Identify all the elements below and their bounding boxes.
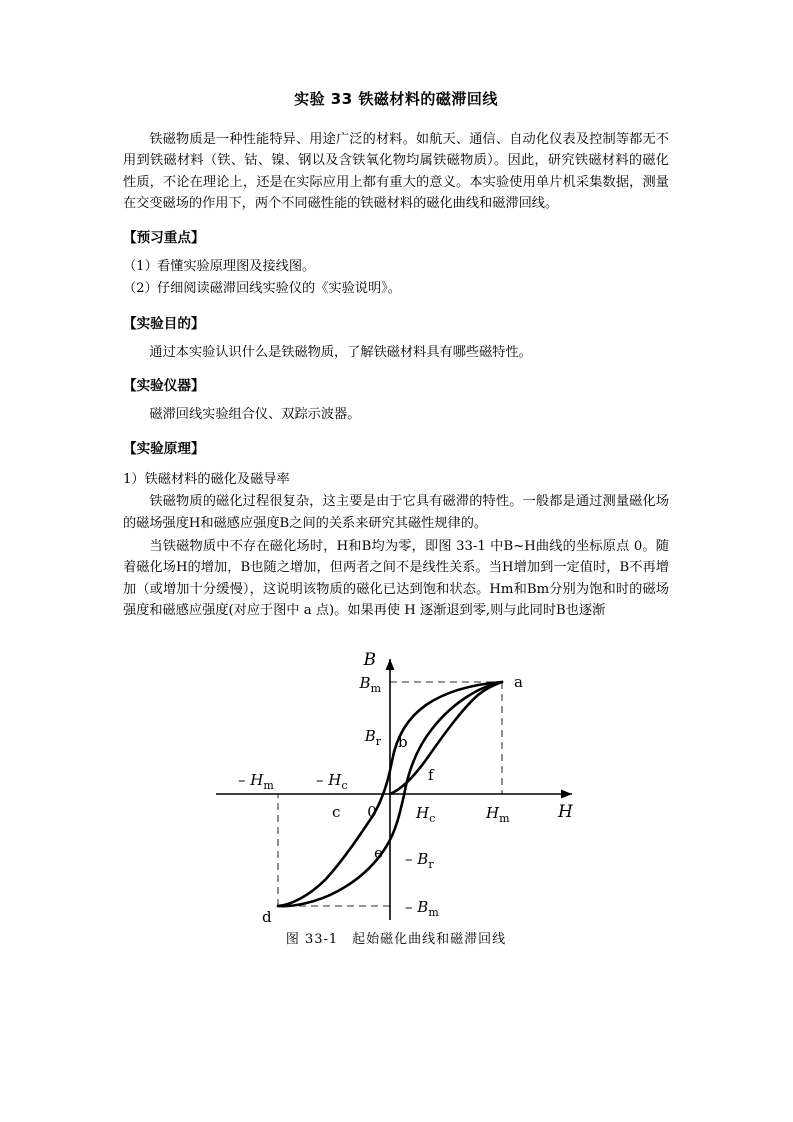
point-label-d: d [262, 908, 272, 923]
point-label-a: a [514, 673, 523, 692]
list-item [123, 278, 669, 301]
svg-text:– Br: – $B_r$ [405, 850, 434, 872]
section-heading-purpose: 【实验目的】 [123, 315, 205, 332]
y-axis-line [386, 659, 395, 920]
section-heading-apparatus: 【实验仪器】 [123, 378, 205, 395]
figure-hysteresis-loop [123, 637, 669, 947]
svg-text:– Hc: – $H_c$ [316, 771, 348, 793]
list-item-number: （2） [123, 281, 158, 297]
principle-paragraph-2: 当铁磁物质中不存在磁化场时，H和B均为零，即图 33-1 中B~H曲线的坐标原点 0。随着磁化场H的增加，B也随之增加，但两者之间不是线性关系。当H增加到一定值时，B不再增加（或增加十分缓慢），这说明该物质的磁化已达到饱和状态。Hm和Bm分别为饱和时的磁场强度和磁感应强度(对应于图中 a 点)。如果再使 H 逐渐退到零,则与此同时B也逐渐 [123, 538, 669, 619]
section-heading-preview: 【预习重点】 [123, 229, 205, 246]
curve-point-labels [262, 673, 523, 922]
hysteresis-loop-chart [176, 637, 616, 922]
list-item-label: 仔细阅读磁滞回线实验仪的《实验说明》。 [157, 281, 401, 297]
point-label-c: c [332, 803, 341, 822]
point-label-b: b [398, 733, 408, 752]
svg-text:Hm: $H_m$ [486, 804, 510, 826]
preview-list [123, 256, 669, 301]
y-tick-labels [359, 674, 440, 919]
origin-label: 0 [367, 803, 377, 822]
svg-text:– Bm: – $B_m$ [405, 898, 439, 920]
list-item-number: （1） [123, 258, 158, 274]
list-item [123, 256, 669, 279]
x-axis-label: H [558, 802, 573, 823]
page-content [123, 88, 669, 947]
svg-text:– Hm: – $H_m$ [238, 771, 274, 793]
purpose-paragraph: 通过本实验认识什么是铁磁物质，了解铁磁材料具有哪些磁特性。 [149, 344, 532, 360]
principle-paragraph-1: 铁磁物质的磁化过程很复杂，这主要是由于它具有磁滞的特性。一般都是通过测量磁化场的磁场强度H和磁感应强度B之间的关系来研究其磁性规律的。 [123, 494, 669, 531]
svg-text:Hc: $H_c$ [416, 804, 436, 826]
list-item-label: 看懂实验原理图及接线图。 [157, 258, 316, 274]
apparatus-paragraph: 磁滞回线实验组合仪、双踪示波器。 [149, 407, 361, 423]
section-heading-principle: 【实验原理】 [123, 440, 205, 457]
svg-text:Bm: $B_m$ [359, 674, 381, 696]
y-axis-label: B [363, 650, 376, 671]
page-title: 实验 33 铁磁材料的磁滞回线 [294, 90, 498, 108]
point-label-f: f [428, 766, 434, 785]
principle-subheading: 1）铁磁材料的磁化及磁导率 [123, 471, 290, 487]
point-label-e: e [374, 844, 383, 863]
figure-caption: 图 33-1 起始磁化曲线和磁滞回线 [285, 932, 507, 948]
svg-text:Br: $B_r$ [364, 727, 381, 749]
intro-paragraph: 铁磁物质是一种性能特异、用途广泛的材料。如航天、通信、自动化仪表及控制等都无不用到铁磁材料（铁、钴、镍、钢以及含铁氧化物均属铁磁物质）。因此，研究铁磁材料的磁化性质，不论在理论上，还是在实际应用上都有重大的意义。本实验使用单片机采集数据，测量在交变磁场的作用下，两个不同磁性能的铁磁材料的磁化曲线和磁滞回线。 [123, 132, 669, 212]
